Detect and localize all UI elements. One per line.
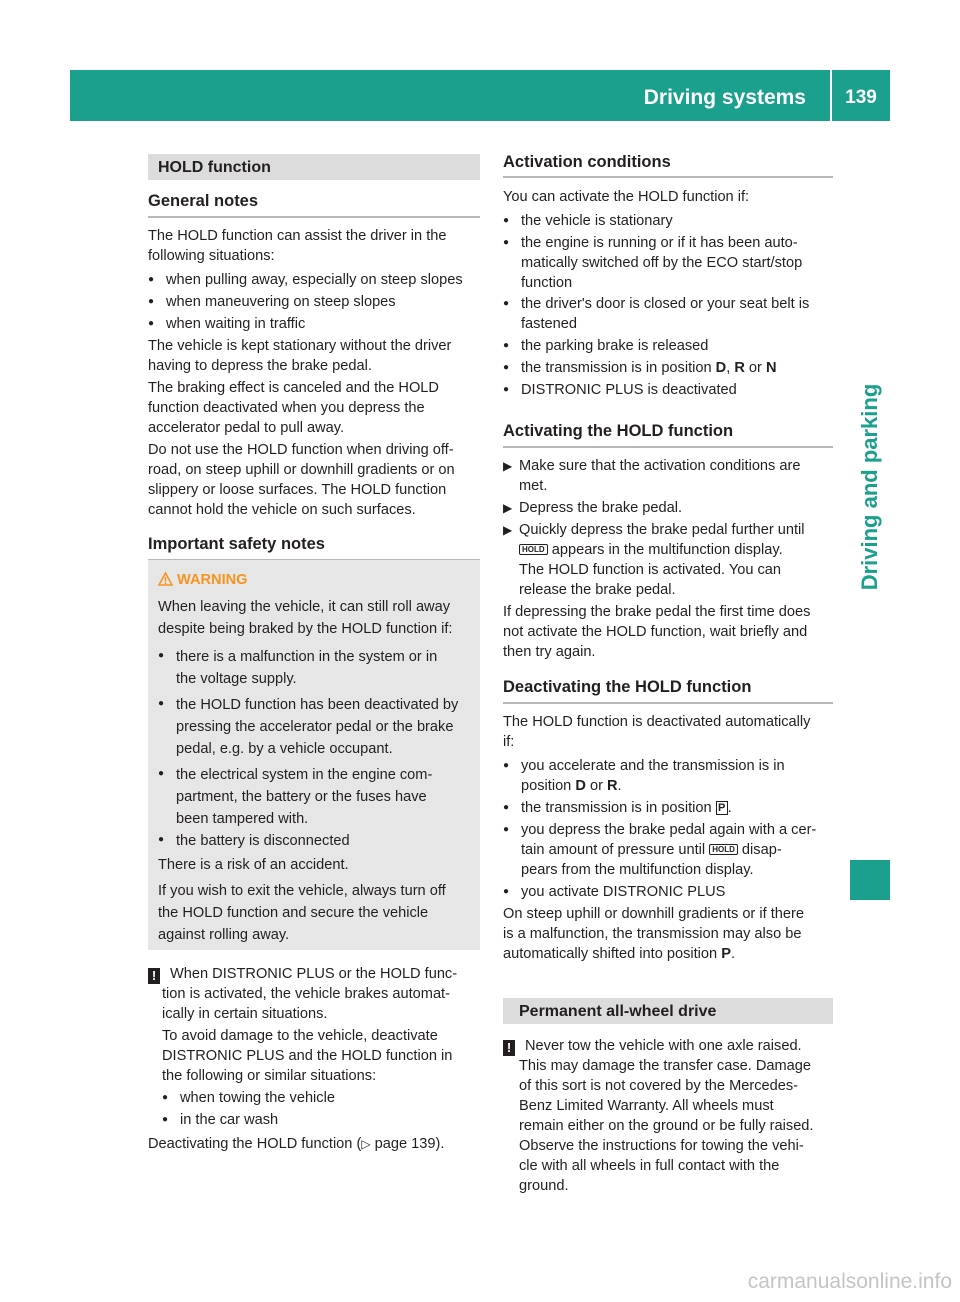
step-text: Depress the brake pedal. [519, 500, 683, 516]
warning-bullet-text: the battery is disconnected [176, 833, 350, 849]
bullet-icon: ● [158, 698, 165, 709]
bullet-icon: ● [503, 340, 510, 351]
list-item-text: the engine is running or if it has been auto- [521, 235, 798, 251]
bullet-icon: ● [503, 886, 510, 897]
paragraph-line: The vehicle is kept stationary without the driver [148, 338, 452, 354]
heading-rule [503, 446, 833, 448]
list-item-text: DISTRONIC PLUS is deactivated [521, 382, 737, 398]
step-text: Quickly depress the brake pedal further until [519, 522, 805, 538]
list-item-text: or [744, 360, 766, 376]
warning-bullet-cont: pedal, e.g. by a vehicle occupant. [176, 741, 393, 757]
list-item [503, 380, 833, 400]
gear-position: D [715, 360, 727, 376]
warning-line: If you wish to exit the vehicle, always turn off [158, 883, 446, 899]
section-heading-text: HOLD function [158, 159, 271, 176]
paragraph-line: If depressing the brake pedal the first time does [503, 604, 811, 620]
warning-bullet [158, 694, 480, 716]
warning-triangle-icon [158, 572, 173, 586]
bullet-icon: ● [158, 768, 165, 779]
heading-rule [148, 216, 480, 218]
note-line: This may damage the transfer case. Damage [519, 1058, 812, 1074]
page-header [70, 70, 890, 121]
paragraph-line: accelerator pedal to pull away. [148, 420, 345, 436]
list-item-text: you accelerate and the transmission is in [521, 758, 785, 774]
list-item [503, 756, 833, 776]
gear-position: N [765, 360, 777, 376]
bullet-icon: ● [162, 1092, 169, 1103]
paragraph-line: road, on steep uphill or downhill gradients or on [148, 462, 455, 478]
warning-line: There is a risk of an accident. [158, 857, 349, 873]
list-item-text: you activate DISTRONIC PLUS [521, 884, 726, 900]
warning-bullet-cont: pressing the accelerator pedal or the brake [176, 719, 454, 735]
note-text: Never tow the vehicle with one axle raised. [525, 1038, 802, 1054]
list-item-cont: function [521, 275, 573, 291]
note-line: Observe the instructions for towing the vehi- [519, 1138, 804, 1154]
bullet-icon: ● [148, 296, 155, 307]
note-line: tion is activated, the vehicle brakes automat- [162, 986, 450, 1002]
paragraph-text: automatically shifted into position [503, 946, 722, 962]
bullet-icon: ● [148, 318, 155, 329]
warning-line: against rolling away. [158, 927, 290, 943]
general-notes-heading: General notes [148, 192, 259, 210]
section-heading [148, 154, 480, 180]
note-line: cle with all wheels in full contact with the [519, 1158, 780, 1174]
warning-bullet-cont: been tampered with. [176, 811, 309, 827]
step-cont: met. [519, 478, 548, 494]
list-item-cont: pears from the multifunction display. [521, 862, 754, 878]
list-item-cont [503, 776, 833, 796]
safety-notes-heading: Important safety notes [148, 535, 325, 553]
paragraph-line: function deactivated when you depress the [148, 400, 425, 416]
note-line: ically in certain situations. [162, 1006, 328, 1022]
gear-position: R [734, 360, 745, 376]
paragraph-line: On steep uphill or downhill gradients or if there [503, 906, 804, 922]
list-item-text: you depress the brake pedal again with a cer- [521, 822, 817, 838]
list-item-text: when waiting in traffic [166, 316, 306, 332]
list-item [148, 270, 480, 290]
chapter-tab-marker [850, 860, 890, 900]
gear-position: P [721, 946, 731, 962]
list-item-text: . [617, 778, 622, 794]
bullet-icon: ● [503, 384, 510, 395]
bullet-icon: ● [503, 760, 510, 771]
step-cont: release the brake pedal. [519, 582, 676, 598]
exclamation-icon: ! [503, 1040, 515, 1056]
list-item [503, 233, 833, 253]
page-ref-arrow-icon: ▷ [361, 1137, 371, 1151]
warning-bullet-cont: the voltage supply. [176, 671, 297, 687]
paragraph-line: not activate the HOLD function, wait briefly and [503, 624, 808, 640]
warning-line: despite being braked by the HOLD function if: [158, 621, 453, 637]
park-position-icon: P [716, 801, 728, 815]
chapter-tab-label: Driving and parking [857, 383, 882, 591]
paragraph-line: if: [503, 734, 515, 750]
step-arrow-icon: ▶ [503, 523, 513, 537]
list-item [503, 820, 833, 840]
list-item-text: the transmission is in position [521, 800, 716, 816]
step-cont [503, 540, 833, 560]
list-item [503, 882, 833, 902]
list-item-text: the parking brake is released [521, 338, 709, 354]
step-item [503, 456, 833, 476]
note-line: of this sort is not covered by the Mercedes- [519, 1078, 799, 1094]
heading-rule [503, 702, 833, 704]
paragraph-line: is a malfunction, the transmission may also be [503, 926, 802, 942]
warning-title: WARNING [177, 572, 248, 588]
list-item-cont: fastened [521, 316, 577, 332]
bullet-icon: ● [503, 824, 510, 835]
note-bullet-text: in the car wash [180, 1112, 279, 1128]
list-item-cont [503, 840, 833, 860]
note-line [148, 964, 480, 984]
bullet-icon: ● [148, 274, 155, 285]
watermark: carmanualsonline.info [747, 1270, 952, 1293]
step-arrow-icon: ▶ [503, 501, 513, 515]
list-item-text: tain amount of pressure until [521, 842, 710, 858]
step-text: appears in the multifunction display. [547, 542, 783, 558]
page-number: 139 [845, 87, 877, 108]
list-item [148, 292, 480, 312]
list-item [148, 314, 480, 334]
note-line [503, 1036, 833, 1056]
warning-bullet-text: there is a malfunction in the system or in [176, 649, 438, 665]
hold-indicator-icon: HOLD [519, 544, 548, 555]
exclamation-icon: ! [148, 968, 160, 984]
warning-bullet-text: the HOLD function has been deactivated by [176, 697, 459, 713]
note-bullet [162, 1088, 480, 1108]
bullet-icon: ● [158, 834, 165, 845]
step-text: Make sure that the activation conditions are [519, 458, 801, 474]
step-item [503, 498, 833, 518]
paragraph-line: slippery or loose surfaces. The HOLD function [148, 482, 447, 498]
paragraph-line: cannot hold the vehicle on such surfaces. [148, 502, 416, 518]
paragraph-line: Do not use the HOLD function when driving off- [148, 442, 454, 458]
paragraph-line: The HOLD function is deactivated automatically [503, 714, 811, 730]
bullet-icon: ● [503, 298, 510, 309]
list-item [503, 336, 833, 356]
paragraph-line: following situations: [148, 248, 275, 264]
warning-bullet [158, 646, 480, 668]
step-arrow-icon: ▶ [503, 459, 513, 473]
note-line: DISTRONIC PLUS and the HOLD function in [162, 1048, 453, 1064]
note-line: To avoid damage to the vehicle, deactivate [162, 1028, 438, 1044]
bullet-icon: ● [503, 802, 510, 813]
bullet-icon: ● [503, 237, 510, 248]
awd-section-heading [503, 998, 833, 1024]
activating-heading: Activating the HOLD function [503, 422, 734, 440]
paragraph-line: having to depress the brake pedal. [148, 358, 372, 374]
warning-line: the HOLD function and secure the vehicle [158, 905, 429, 921]
gear-position: D [575, 778, 586, 794]
list-item [503, 798, 833, 818]
awd-heading-text: Permanent all-wheel drive [519, 1003, 717, 1020]
bullet-icon: ● [503, 362, 510, 373]
warning-bullet [158, 830, 480, 852]
note-line: Benz Limited Warranty. All wheels must [519, 1098, 774, 1114]
list-item-text: the driver's door is closed or your seat belt is [521, 296, 810, 312]
hold-indicator-icon: HOLD [709, 844, 738, 855]
list-item [503, 211, 833, 231]
page-reference [148, 1134, 480, 1154]
list-item-text: when pulling away, especially on steep slopes [166, 272, 463, 288]
paragraph-line: The HOLD function can assist the driver in the [148, 228, 447, 244]
list-item-text: the transmission is in position [521, 360, 716, 376]
page-reference-text: Deactivating the HOLD function ( [148, 1136, 362, 1152]
warning-bullet-cont: partment, the battery or the fuses have [176, 789, 427, 805]
list-item-text: disap- [737, 842, 782, 858]
list-item-text: when maneuvering on steep slopes [166, 294, 396, 310]
note-line: ground. [519, 1178, 569, 1194]
gear-position: R [607, 778, 618, 794]
activation-conditions-heading: Activation conditions [503, 153, 671, 171]
page-reference-text: page 139). [370, 1136, 445, 1152]
paragraph-line: The braking effect is canceled and the HOLD [148, 380, 439, 396]
paragraph-line: You can activate the HOLD function if: [503, 189, 750, 205]
deactivating-heading: Deactivating the HOLD function [503, 678, 752, 696]
heading-rule [503, 176, 833, 178]
bullet-icon: ● [158, 650, 165, 661]
list-item-text: , [726, 360, 735, 376]
warning-bullet [158, 764, 480, 786]
warning-line: When leaving the vehicle, it can still roll away [158, 599, 451, 615]
list-item-text: position [521, 778, 576, 794]
paragraph-line [503, 944, 833, 964]
note-line: the following or similar situations: [162, 1068, 377, 1084]
note-line: remain either on the ground or be fully raised. [519, 1118, 814, 1134]
note-text: When DISTRONIC PLUS or the HOLD func- [170, 966, 458, 982]
step-item [503, 520, 833, 540]
warning-bullet-text: the electrical system in the engine com- [176, 767, 433, 783]
note-bullet-text: when towing the vehicle [180, 1090, 335, 1106]
warning-heading [158, 572, 248, 588]
bullet-icon: ● [162, 1114, 169, 1125]
paragraph-text: . [730, 946, 736, 962]
list-item-text: . [727, 800, 732, 816]
list-item-text: or [585, 778, 607, 794]
paragraph-line: then try again. [503, 644, 596, 660]
header-title: Driving systems [643, 86, 806, 109]
list-item [503, 294, 833, 314]
step-cont: The HOLD function is activated. You can [519, 562, 782, 578]
list-item-cont: matically switched off by the ECO start/stop [521, 255, 803, 271]
bullet-icon: ● [503, 215, 510, 226]
list-item-text: the vehicle is stationary [521, 213, 673, 229]
list-item [503, 358, 833, 378]
note-bullet [162, 1110, 480, 1130]
